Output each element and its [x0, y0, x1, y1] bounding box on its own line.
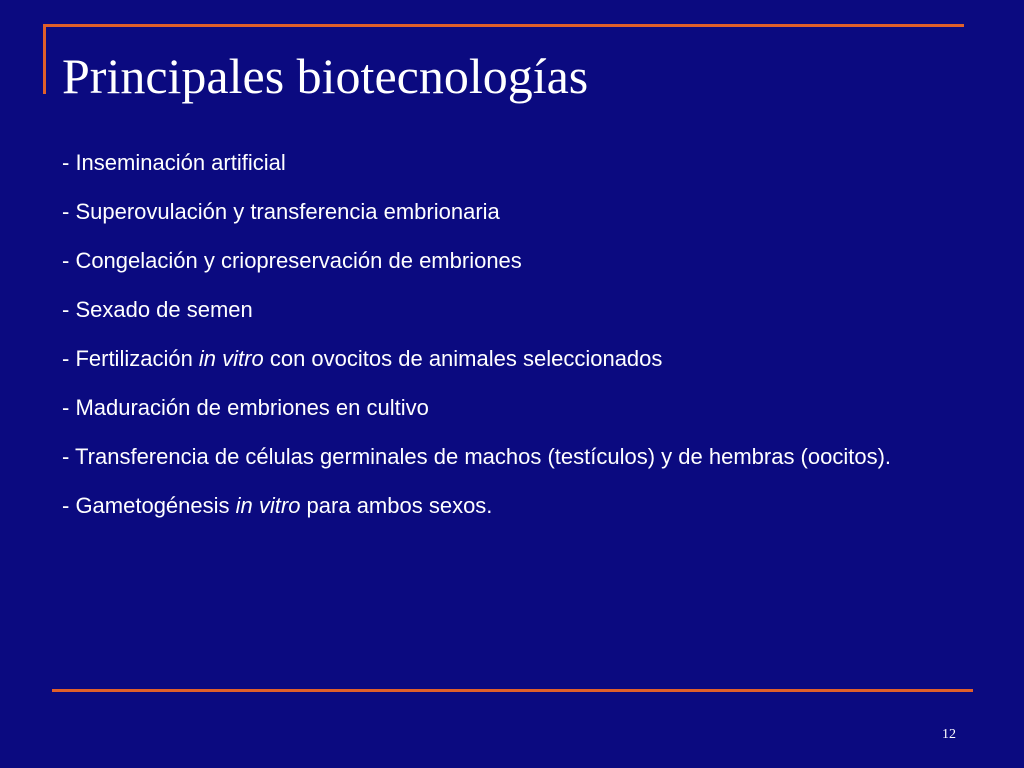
list-item: [62, 346, 962, 372]
list-item: [62, 444, 962, 470]
bottom-rule-line: [52, 689, 973, 692]
page-number: 12: [942, 727, 956, 742]
item-text: - Gametogénesis: [62, 493, 236, 518]
list-item: [62, 395, 962, 421]
list-item: [62, 493, 962, 519]
slide-title: Principales biotecnologías: [62, 48, 589, 104]
item-text: - Superovulación y transferencia embrionaria: [62, 199, 500, 224]
item-text-after: con ovocitos de animales seleccionados: [263, 346, 663, 371]
list-item: [62, 248, 962, 274]
item-text-after: para ambos sexos.: [300, 493, 493, 518]
item-text: - Sexado de semen: [62, 297, 253, 322]
list-item: [62, 150, 962, 176]
item-text: - Transferencia de células germinales de machos (testículos) y de hembras (oocitos).: [62, 444, 892, 469]
item-text: - Congelación y criopreservación de embriones: [62, 248, 522, 273]
item-text: - Inseminación artificial: [62, 150, 286, 175]
left-rule-line: [43, 24, 46, 94]
bullet-list: [62, 150, 962, 542]
top-rule-line: [43, 24, 964, 27]
item-italic-text: in vitro: [235, 493, 301, 518]
item-italic-text: in vitro: [198, 346, 264, 371]
list-item: [62, 199, 962, 225]
item-text: - Fertilización: [62, 346, 199, 371]
list-item: [62, 297, 962, 323]
item-text: - Maduración de embriones en cultivo: [62, 395, 429, 420]
